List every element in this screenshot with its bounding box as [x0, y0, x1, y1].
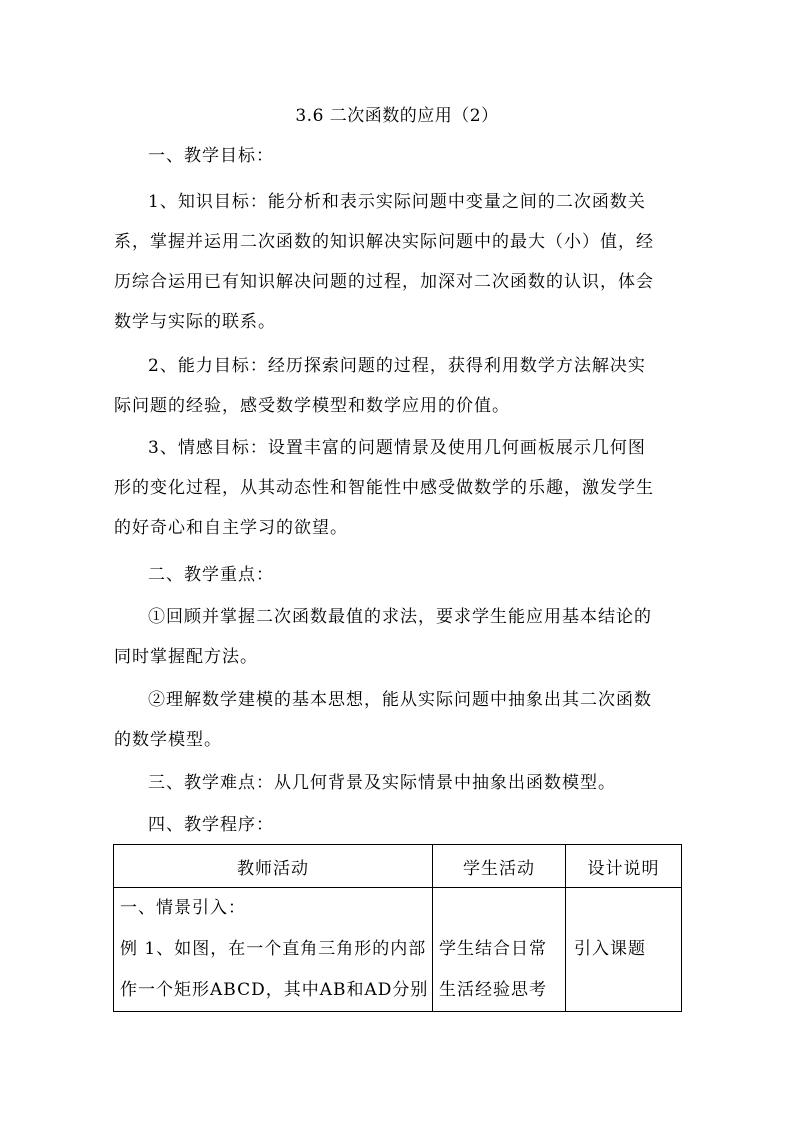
- ability-objective: 2、能力目标：经历探索问题的过程，获得利用数学方法解决实 际问题的经验，感受数学模型和数学应用的价值。: [114, 356, 646, 416]
- procedure-table: [113, 844, 682, 1012]
- header-design-notes: 设计说明: [566, 845, 682, 888]
- design-notes-cell: 引入课题: [566, 888, 682, 1012]
- keypoint-1: ①回顾并掌握二次函数最值的求法，要求学生能应用基本结论的 同时掌握配方法。: [114, 607, 652, 667]
- teacher-activity-cell: 一、情景引入： 例 1、如图，在一个直角三角形的内部 作一个矩形ABCD，其中AB和AD分别: [114, 888, 433, 1012]
- knowledge-objective: 1、知识目标：能分析和表示实际问题中变量之间的二次函数关 系，掌握并运用二次函数的知识解决实际问题中的最大（小）值，经 历综合运用已有知识解决问题的过程，加深对二次函数的认识，体会 数学与实际的联系。: [114, 192, 654, 332]
- header-teacher-activity: 教师活动: [114, 845, 433, 888]
- objectives-heading: 一、教学目标：: [148, 146, 274, 166]
- student-activity-cell: 学生结合日常 生活经验思考: [433, 888, 566, 1012]
- procedure-heading: 四、教学程序：: [148, 815, 274, 835]
- table-header-row: [114, 845, 682, 888]
- page-title: 3.6 二次函数的应用（2）: [295, 106, 499, 126]
- keypoint-2: ②理解数学建模的基本思想，能从实际问题中抽象出其二次函数 的数学模型。: [114, 690, 652, 750]
- emotion-objective: 3、情感目标：设置丰富的问题情景及使用几何画板展示几何图 形的变化过程，从其动态性和智能性中感受做数学的乐趣，激发学生 的好奇心和自主学习的欲望。: [114, 438, 654, 538]
- keypoints-heading: 二、教学重点：: [148, 565, 274, 585]
- teaching-difficulty: 三、教学难点：从几何背景及实际情景中抽象出函数模型。: [148, 773, 616, 793]
- table-row: [114, 888, 682, 1012]
- header-student-activity: 学生活动: [433, 845, 566, 888]
